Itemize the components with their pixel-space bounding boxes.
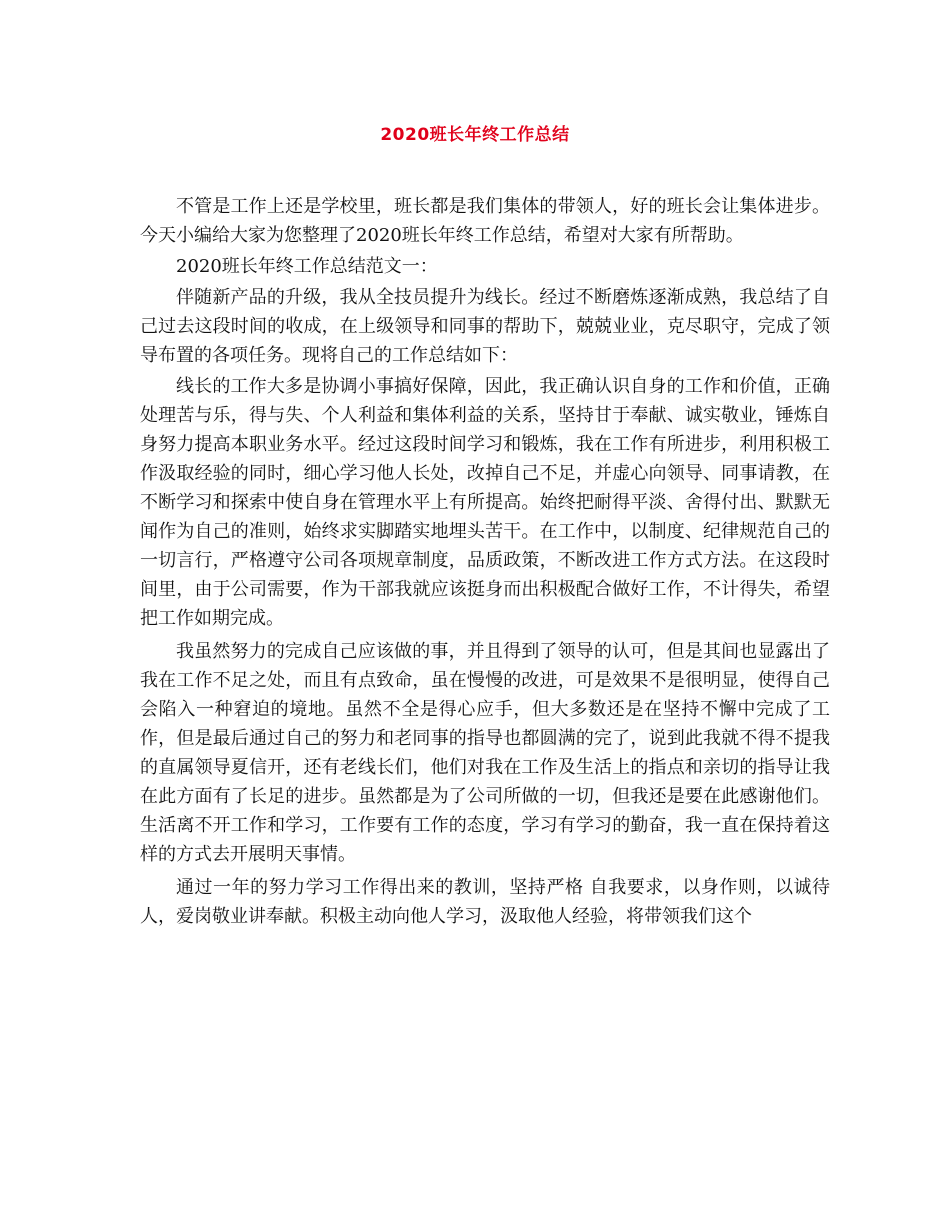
body-paragraph: 伴随新产品的升级，我从全技员提升为线长。经过不断磨炼逐渐成熟，我总结了自己过去这段时间的收成，在上级领导和同事的帮助下，兢兢业业，克尽职守，完成了领导布置的各项任务。现将自己的工作总结如下： [140,287,830,366]
intro-paragraph: 不管是工作上还是学校里，班长都是我们集体的带领人，好的班长会让集体进步。今天小编给大家为您整理了2020班长年终工作总结，希望对大家有所帮助。 [140,196,830,246]
body-paragraph: 通过一年的努力学习工作得出来的教训，坚持严格 自我要求，以身作则，以诚待人，爱岗敬业讲奉献。积极主动向他人学习，汲取他人经验，将带领我们这个 [140,877,830,927]
document-title: 2020班长年终工作总结 [380,125,570,145]
section-heading: 2020班长年终工作总结范文一： [176,256,438,277]
body-paragraph: 我虽然努力的完成自己应该做的事，并且得到了领导的认可，但是其间也显露出了我在工作不足之处，而且有点致命，虽在慢慢的改进，可是效果不是很明显，使得自己会陷入一种窘迫的境地。虽然不全是得心应手，但大多数还是在坚持不懈中完成了工作，但是最后通过自己的努力和老同事的指导也都圆满的完了，说到此我就不得不提我的直属领导夏信开，还有老线长们，他们对我在工作及生活上的指点和亲切的指导让我在此方面有了长足的进步。虽然都是为了公司所做的一切，但我还是要在此感谢他们。生活离不开工作和学习，工作要有工作的态度，学习有学习的勤奋，我一直在保持着这样的方式去开展明天事情。 [140,641,830,865]
body-paragraph: 线长的工作大多是协调小事搞好保障，因此，我正确认识自身的工作和价值，正确处理苦与乐，得与失、个人利益和集体利益的关系，坚持甘于奉献、诚实敬业，锤炼自身努力提高本职业务水平。经过这段时间学习和锻炼，我在工作有所进步，利用积极工作汲取经验的同时，细心学习他人长处，改掉自己不足，并虚心向领导、同事请教，在不断学习和探索中使自身在管理水平上有所提高。始终把耐得平淡、舍得付出、默默无闻作为自己的准则，始终求实脚踏实地埋头苦干。在工作中，以制度、纪律规范自己的一切言行，严格遵守公司各项规章制度，品质政策，不断改进工作方式方法。在这段时间里，由于公司需要，作为干部我就应该挺身而出积极配合做好工作，不计得失，希望把工作如期完成。 [140,376,830,629]
document-body [140,192,830,933]
